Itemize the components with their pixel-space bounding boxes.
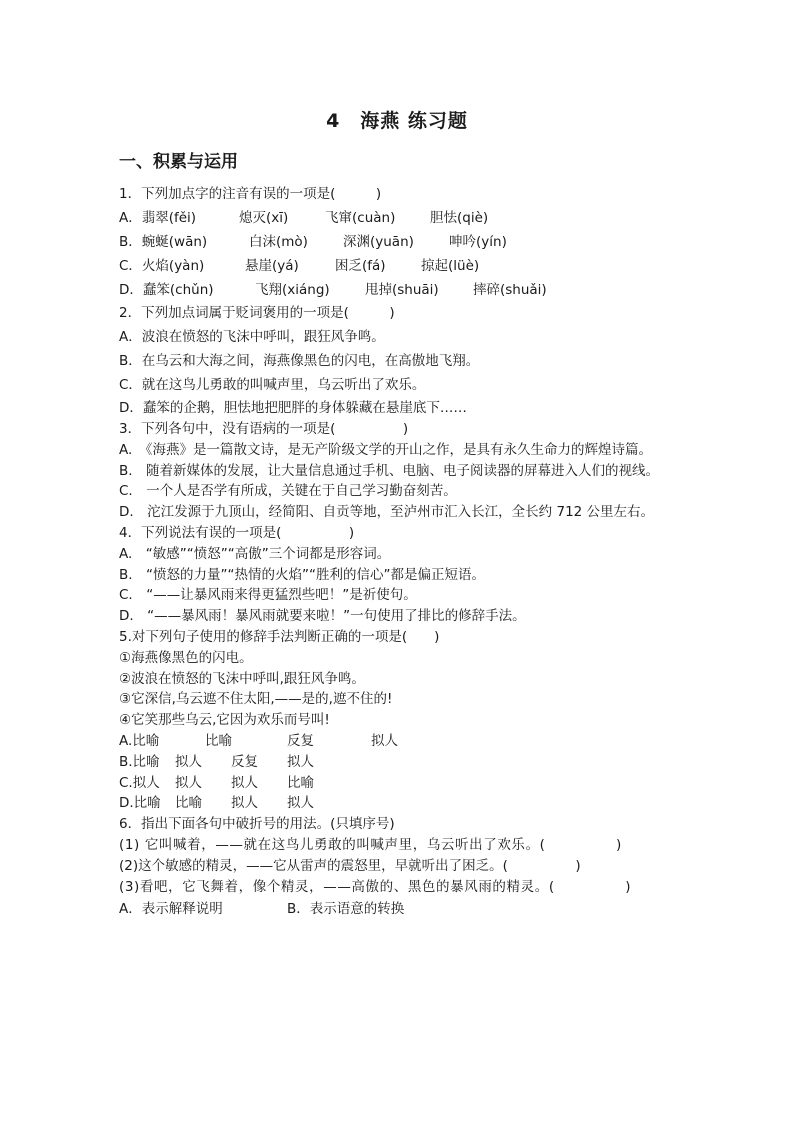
- q1-stem: 1．下列加点字的注音有误的一项是( ): [119, 186, 382, 202]
- q3-option-a: A. 《海燕》是一篇散文诗，是无产阶级文学的开山之作，是具有永久生命力的辉煌诗篇。: [119, 441, 653, 458]
- q5-b-1: B.比喻: [119, 753, 160, 770]
- q1-b-2: 白沫(mò): [249, 234, 308, 250]
- q5-sentence-2: ②波浪在愤怒的飞沫中呼叫,跟狂风争鸣。: [119, 670, 365, 687]
- q1-option-b: [119, 230, 679, 254]
- q1-c-1: C．火焰(yàn): [119, 258, 205, 274]
- q3-option-d: D. 沱江发源于九顶山，经简阳、自贡等地，至泸州市汇入长江，全长约 712 公里左右。: [119, 504, 655, 521]
- q5-a-3: 反复: [287, 732, 314, 749]
- q1-b-1: B．蜿蜒(wān): [119, 234, 208, 250]
- section-heading: 一、积累与运用: [119, 152, 238, 172]
- q5-c-4: 比喻: [287, 774, 314, 791]
- q2-option-a: A．波浪在愤怒的飞沫中呼叫，跟狂风争鸣。: [119, 329, 385, 345]
- q5-option-d: [119, 793, 679, 814]
- q1-option-a: [119, 206, 679, 230]
- q1-option-c: [119, 254, 679, 278]
- q5-d-3: 拟人: [231, 795, 258, 812]
- question-list: [119, 182, 679, 921]
- q6-stem: 6．指出下面各句中破折号的用法。(只填序号): [119, 816, 395, 833]
- q2-stem: 2．下列加点词属于贬词褒用的一项是( ): [119, 305, 395, 321]
- q1-a-4: 胆怯(qiè): [430, 210, 489, 226]
- q1-d-4: 摔碎(shuǎi): [473, 282, 547, 298]
- q5-c-3: 拟人: [231, 774, 258, 791]
- q6-item-3: (3)看吧，它飞舞着，像个精灵，——高傲的、黑色的暴风雨的精灵。( ): [119, 878, 632, 895]
- q5-c-2: 拟人: [175, 774, 202, 791]
- q5-d-1: D.比喻: [119, 795, 161, 812]
- q5-a-2: 比喻: [205, 732, 232, 749]
- q3-stem: 3．下列各句中，没有语病的一项是( ): [119, 421, 409, 437]
- q4-option-a: A. “敏感”“愤怒”“高傲”三个词都是形容词。: [119, 545, 391, 562]
- q5-stem: 5.对下列句子使用的修辞手法判断正确的一项是( ): [119, 628, 440, 645]
- q6-choice-a: A．表示解释说明: [119, 901, 223, 918]
- q6-choice-b: B．表示语意的转换: [287, 901, 405, 918]
- q1-c-2: 悬崖(yá): [245, 258, 299, 274]
- q5-d-4: 拟人: [287, 795, 314, 812]
- q4-option-b: B. “愤怒的力量”“热情的火焰”“胜利的信心”都是偏正短语。: [119, 566, 486, 583]
- q1-option-d: [119, 278, 679, 302]
- q5-option-a: [119, 731, 679, 752]
- q5-d-2: 比喻: [175, 795, 202, 812]
- q2-option-b: B．在乌云和大海之间，海燕像黑色的闪电，在高傲地飞翔。: [119, 353, 480, 369]
- q3-option-b: B. 随着新媒体的发展，让大量信息通过手机、电脑、电子阅读器的屏幕进入人们的视线。: [119, 462, 660, 479]
- q1-a-1: A．翡翠(fěi): [119, 210, 197, 226]
- q5-sentence-3: ③它深信,乌云遮不住太阳,——是的,遮不住的!: [119, 691, 393, 708]
- page-title: 4 海燕 练习题: [326, 110, 468, 132]
- q1-d-2: 飞翔(xiáng): [255, 282, 330, 298]
- q6-choices: [119, 897, 679, 921]
- q5-b-4: 拟人: [287, 753, 314, 770]
- q3-option-c: C. 一个人是否学有所成，关键在于自己学习勤奋刻苦。: [119, 483, 457, 500]
- q2-option-c: C．就在这鸟儿勇敢的叫喊声里，乌云听出了欢乐。: [119, 377, 426, 393]
- q5-b-3: 反复: [231, 753, 258, 770]
- q5-option-c: [119, 773, 679, 794]
- q5-b-2: 拟人: [175, 753, 202, 770]
- q6-item-1: (1) 它叫喊着，——就在这鸟儿勇敢的叫喊声里，乌云听出了欢乐。( ): [119, 836, 622, 853]
- q4-option-d: D. “——暴风雨！暴风雨就要来啦！”一句使用了排比的修辞手法。: [119, 608, 526, 625]
- q5-sentence-4: ④它笑那些乌云,它因为欢乐而号叫!: [119, 712, 330, 729]
- q5-c-1: C.拟人: [119, 774, 160, 791]
- q1-c-4: 掠起(lüè): [421, 258, 480, 274]
- q1-b-4: 呻吟(yín): [449, 234, 507, 250]
- q5-option-b: [119, 752, 679, 773]
- q4-option-c: C. “——让暴风雨来得更猛烈些吧！”是祈使句。: [119, 587, 417, 604]
- q1-c-3: 困乏(fá): [335, 258, 386, 274]
- q6-item-2: (2)这个敏感的精灵，——它从雷声的震怒里，早就听出了困乏。( ): [119, 857, 581, 874]
- q1-a-3: 飞窜(cuàn): [325, 210, 396, 226]
- q5-a-1: A.比喻: [119, 732, 160, 749]
- q1-d-1: D．蠢笨(chǔn): [119, 282, 214, 298]
- q4-stem: 4．下列说法有误的一项是( ): [119, 524, 355, 541]
- q2-option-d: D．蠢笨的企鹅，胆怯地把肥胖的身体躲藏在悬崖底下……: [119, 400, 467, 416]
- q1-d-3: 甩掉(shuāi): [365, 282, 439, 298]
- q1-a-2: 熄灭(xī): [239, 210, 289, 226]
- q5-sentence-1: ①海燕像黑色的闪电。: [119, 649, 253, 666]
- q5-a-4: 拟人: [371, 732, 398, 749]
- q1-b-3: 深渊(yuān): [343, 234, 414, 250]
